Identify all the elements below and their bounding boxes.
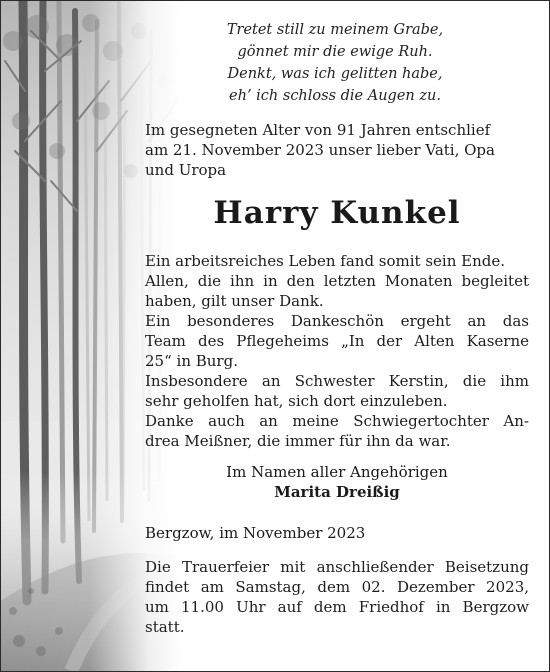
body-line: Ein besonderes Dankeschön ergeht an das [145,312,529,330]
poem-line: eh’ ich schloss die Augen zu. [229,88,441,104]
body-line: Insbesondere an Schwester Kerstin, die ihm [145,372,529,390]
signoff-line: Im Namen aller Angehörigen [226,463,448,481]
funeral-paragraph [145,557,529,637]
body-line: Team des Pflegeheims „In der Alten Kaserne [145,332,529,350]
body-line: 25“ in Burg. [145,352,238,370]
body-line: drea Meißner, die immer für ihn da war. [145,432,451,450]
poem-line: Tretet still zu meinem Grabe, [226,22,444,38]
funeral-line: um 11.00 Uhr auf dem Friedhof in Bergzow [145,598,529,616]
intro-line: Im gesegneten Alter von 91 Jahren entschlief [145,121,491,139]
funeral-line: Die Trauerfeier mit anschließender Beisetzung [145,558,529,576]
poem-line: gönnet mir die ewige Ruh. [237,44,433,60]
body-line: Danke auch an meine Schwiegertochter An- [145,412,529,430]
place-date: Bergzow, im November 2023 [145,524,366,542]
signoff [145,462,529,502]
intro-paragraph [145,120,529,180]
body-line: sehr geholfen hat, sich dort einzuleben. [145,392,448,410]
body-line: Ein arbeitsreiches Leben fand somit sein Ende. [145,252,506,270]
funeral-line: findet am Samstag, dem 02. Dezember 2023, [145,578,529,596]
intro-line: am 21. November 2023 unser lieber Vati, Opa [145,141,495,159]
body-line: Allen, die ihn in den letzten Monaten begleitet [145,272,529,290]
poem-line: Denkt, was ich gelitten habe, [227,66,443,82]
poem [193,19,477,107]
funeral-line: statt. [145,618,185,636]
body-line: haben, gilt unser Dank. [145,292,324,310]
signer-name: Marita Dreißig [274,483,400,501]
thanks-paragraph [145,251,529,451]
notice-content [145,1,529,637]
deceased-name: Harry Kunkel [213,195,461,231]
intro-line: und Uropa [145,161,227,179]
